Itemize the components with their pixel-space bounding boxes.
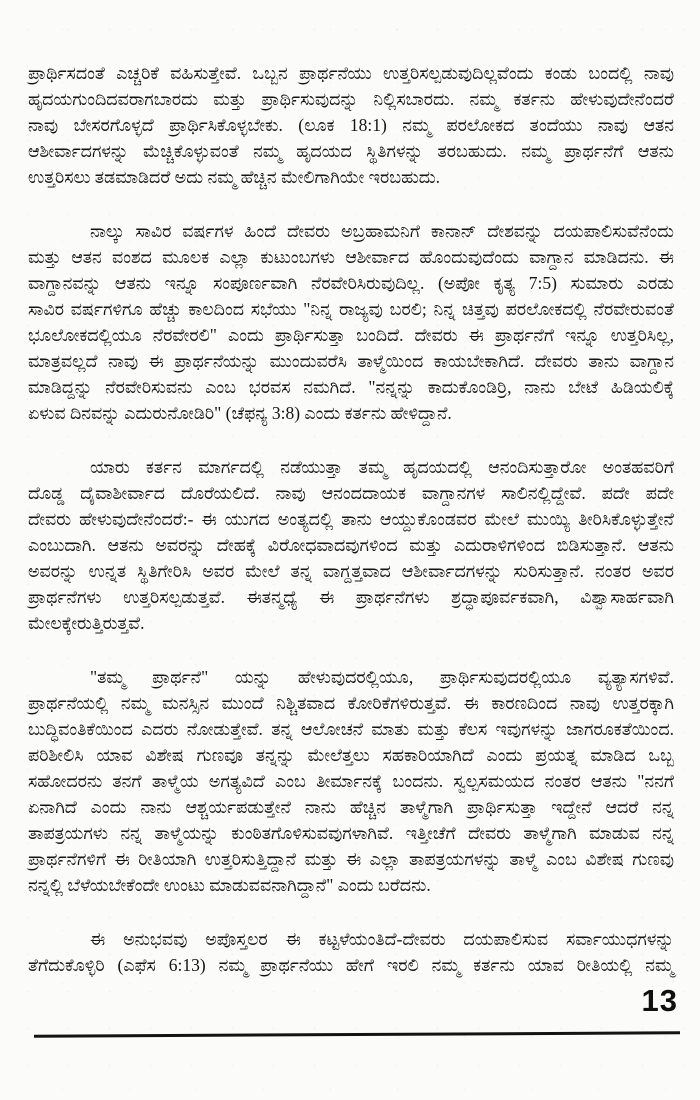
text-line: ಮಾಡಿದ್ದನ್ನು ನೆರವೇರಿಸುವನು ಎಂಬ ಭರವಸ ನಮಗಿದೆ. "ನನ್ನನ್ನು ಕಾದುಕೊಂಡಿರ್ರಿ, ನಾನು ಬೇಟೆ ಹಿಡಿಯಲಿಕ್ಕೆ xyxy=(28,377,674,397)
paragraph xyxy=(28,926,674,978)
text-line: ಮೇಲಕ್ಕೇರುತ್ತಿರುತ್ತವೆ. xyxy=(28,613,145,633)
footer-rule xyxy=(34,1031,680,1037)
text-line: ಬುದ್ಧಿವಂತಿಕೆಯಿಂದ ಎದರು ನೋಡುತ್ತೇವೆ. ತನ್ನ ಆಲೋಚನೆ ಮಾತು ಮತ್ತು ಕೆಲಸ ಇವುಗಳನ್ನು ಜಾಗರೂಕತೆಯಿಂದ. xyxy=(28,719,674,739)
paragraph xyxy=(28,664,674,898)
paragraph xyxy=(28,454,674,636)
page-number: 13 xyxy=(641,983,678,1018)
text-line: ಪ್ರಾರ್ಥನೆಗಳು ಉತ್ತರಿಸಲ್ಪಡುತ್ತವೆ. ಈತನ್ಮಧ್ಯೆ ಈ ಪ್ರಾರ್ಥನೆಗಳು ಶ್ರದ್ಧಾಪೂರ್ವಕವಾಗಿ, ವಿಶ್ವಾಸಾರ್ಹವಾಗಿ xyxy=(28,587,674,607)
text-line: ವಾಗ್ದಾನವನ್ನು ಆತನು ಇನ್ನೂ ಸಂಪೂರ್ಣವಾಗಿ ನೆರವೇರಿಸಿರುವುದಿಲ್ಲ. (ಅಪೋ ಕೃತ್ಯ 7:5) ಸುಮಾರು ಎರಡು xyxy=(28,273,674,293)
text-line: ತೆಗೆದುಕೊಳ್ಳಿರಿ (ಎಫೆಸ 6:13) ನಮ್ಮ ಪ್ರಾರ್ಥನೆಯು ಹೇಗೆ ಇರಲಿ ನಮ್ಮ ಕರ್ತನು ಯಾವ ರೀತಿಯಲ್ಲಿ ನಮ್ಮ xyxy=(28,955,674,975)
text-line: ಏನಾಗಿದೆ ಎಂದು ನಾನು ಆಶ್ಚರ್ಯಪಡುತ್ತೇನೆ ನಾನು ಹೆಚ್ಚಿನ ತಾಳ್ಮೆಗಾಗಿ ಪ್ರಾರ್ಥಿಸುತ್ತಾ ಇದ್ದೇನೆ ಆದರೆ ನನ್ನ xyxy=(28,797,674,817)
text-line: ಉತ್ತರಿಸಲು ತಡಮಾಡಿದರೆ ಅದು ನಮ್ಮ ಹೆಚ್ಚಿನ ಮೇಲಿಗಾಗಿಯೇ ಇರಬಹುದು. xyxy=(28,167,441,187)
body-text xyxy=(28,60,674,978)
text-line: ಈ ಅನುಭವವು ಅಪೊಸ್ತಲರ ಈ ಕಟ್ಟಳೆಯಂತಿದೆ-ದೇವರು ದಯಪಾಲಿಸುವ ಸರ್ವಾಯುಧಗಳನ್ನು xyxy=(90,929,674,949)
text-line: ಆಶೀರ್ವಾದಗಳನ್ನು ಮೆಚ್ಚಿಕೊಳ್ಳುವಂತೆ ನಮ್ಮ ಹೃದಯದ ಸ್ಥಿತಿಗಳನ್ನು ತರಬಹುದು. ನಮ್ಮ ಪ್ರಾರ್ಥನೆಗೆ ಆತನು xyxy=(28,141,674,161)
text-line: ಪ್ರಾರ್ಥನೆಯಲ್ಲಿ ನಮ್ಮ ಮನಸ್ಸಿನ ಮುಂದೆ ನಿಶ್ಚಿತವಾದ ಕೋರಿಕೆಗಳಿರುತ್ತವೆ. ಈ ಕಾರಣದಿಂದ ನಾವು ಉತ್ತರಕ್ಕಾಗಿ xyxy=(28,693,674,713)
text-line: ಯಾರು ಕರ್ತನ ಮಾರ್ಗದಲ್ಲಿ ನಡೆಯುತ್ತಾ ತಮ್ಮ ಹೃದಯದಲ್ಲಿ ಆನಂದಿಸುತ್ತಾರೋ ಅಂತಹವರಿಗೆ xyxy=(90,457,674,477)
text-line: ಮಾತ್ರವಲ್ಲದೆ ನಾವು ಈ ಪ್ರಾರ್ಥನೆಯನ್ನು ಮುಂದುವರೆಸಿ ತಾಳ್ಮೆಯಿಂದ ಕಾಯಬೇಕಾಗಿದೆ. ದೇವರು ತಾನು ವಾಗ್ದಾನ xyxy=(28,351,674,371)
text-line: ನಾಲ್ಕು ಸಾವಿರ ವರ್ಷಗಳ ಹಿಂದೆ ದೇವರು ಅಬ್ರಹಾಮನಿಗೆ ಕಾನಾನ್ ದೇಶವನ್ನು ದಯಪಾಲಿಸುವೆನೆಂದು xyxy=(90,221,674,241)
text-line: ಮತ್ತು ಆತನ ವಂಶದ ಮೂಲಕ ಎಲ್ಲಾ ಕುಟುಂಬಗಳು ಆಶೀರ್ವಾದ ಹೊಂದುವುದೆಂದು ವಾಗ್ದಾನ ಮಾಡಿದನು. ಈ xyxy=(28,247,674,267)
text-line: ಸಹೋದರನು ತನಗೆ ತಾಳ್ಮೆಯ ಅಗತ್ಯವಿದೆ ಎಂಬ ತೀರ್ಮಾನಕ್ಕೆ ಬಂದನು. ಸ್ವಲ್ಪಸಮಯದ ನಂತರ ಆತನು "ನನಗೆ xyxy=(28,771,674,791)
text-line: ಭೂಲೋಕದಲ್ಲಿಯೂ ನೆರವೇರಲಿ" ಎಂದು ಪ್ರಾರ್ಥಿಸುತ್ತಾ ಬಂದಿದೆ. ದೇವರು ಈ ಪ್ರಾರ್ಥನೆಗೆ ಇನ್ನೂ ಉತ್ತರಿಸಿಲ್ಲ, xyxy=(28,325,674,345)
text-line: ಪ್ರಾರ್ಥನೆಗಳಿಗೆ ಈ ರೀತಿಯಾಗಿ ಉತ್ತರಿಸುತ್ತಿದ್ದಾನೆ ಮತ್ತು ಈ ಎಲ್ಲಾ ತಾಪತ್ರಯಗಳನ್ನು ತಾಳ್ಮೆ ಎಂಬ ವಿಶೇಷ ಗುಣವು xyxy=(28,849,674,869)
text-line: ಸಾವಿರ ವರ್ಷಗಳಿಗೂ ಹೆಚ್ಚು ಕಾಲದಿಂದ ಸಭೆಯು "ನಿನ್ನ ರಾಜ್ಯವು ಬರಲಿ; ನಿನ್ನ ಚಿತ್ತವು ಪರಲೋಕದಲ್ಲಿ ನೆರವೇರುವಂತೆ xyxy=(28,299,674,319)
text-line: ಅವರನ್ನು ಉನ್ನತ ಸ್ಥಿತಿಗೇರಿಸಿ ಅವರ ಮೇಲೆ ತನ್ನ ವಾಗ್ದತ್ತವಾದ ಆಶೀರ್ವಾದಗಳನ್ನು ಸುರಿಸುತ್ತಾನೆ. ನಂತರ ಅವರ xyxy=(28,561,674,581)
paragraph xyxy=(28,218,674,426)
text-line: ಪರಿಶೀಲಿಸಿ ಯಾವ ವಿಶೇಷ ಗುಣವೂ ತನ್ನನ್ನು ಮೇಲೆತ್ತಲು ಸಹಕಾರಿಯಾಗಿದೆ ಎಂದು ಪ್ರಯತ್ನ ಮಾಡಿದ ಒಬ್ಬ xyxy=(28,745,674,765)
text-line: ಎಂಬುದಾಗಿ. ಆತನು ಅವರನ್ನು ದೇಹಕ್ಕೆ ವಿರೋಧವಾದವುಗಳಿಂದ ಮತ್ತು ಎದುರಾಳಿಗಳಿಂದ ಬಿಡಿಸುತ್ತಾನೆ. ಆತನು xyxy=(28,535,674,555)
text-line: ತಾಪತ್ರಯಗಳು ನನ್ನ ತಾಳ್ಮೆಯನ್ನು ಕುಂಠಿತಗೊಳಿಸುವವುಗಳಾಗಿವೆ. ಇತ್ತೀಚೆಗೆ ದೇವರು ತಾಳ್ಮೆಗಾಗಿ ಮಾಡುವ ನನ್ನ xyxy=(28,823,674,843)
text-line: ಪ್ರಾರ್ಥಿಸದಂತೆ ಎಚ್ಚರಿಕೆ ವಹಿಸುತ್ತೇವೆ. ಒಬ್ಬನ ಪ್ರಾರ್ಥನೆಯು ಉತ್ತರಿಸಲ್ಪಡುವುದಿಲ್ಲವೆಂದು ಕಂಡು ಬಂದಲ್ಲಿ ನಾವು xyxy=(28,63,674,83)
text-line: ನನ್ನಲ್ಲಿ ಬೆಳೆಯಬೇಕೆಂದೇ ಉಂಟು ಮಾಡುವವನಾಗಿದ್ದಾನೆ" ಎಂದು ಬರೆದನು. xyxy=(28,875,431,895)
text-line: ನಾವು ಬೇಸರಗೊಳ್ಳದೆ ಪ್ರಾರ್ಥಿಸಿಕೊಳ್ಳಬೇಕು. (ಲೂಕ 18:1) ನಮ್ಮ ಪರಲೋಕದ ತಂದೆಯು ನಾವು ಆತನ xyxy=(28,115,674,135)
paragraph xyxy=(28,60,674,190)
text-line: ಹೃದಯಗುಂದಿದವರಾಗಬಾರದು ಮತ್ತು ಪ್ರಾರ್ಥಿಸುವುದನ್ನು ನಿಲ್ಲಿಸಬಾರದು. ನಮ್ಮ ಕರ್ತನು ಹೇಳುವುದೇನೆಂದರೆ xyxy=(28,89,674,109)
text-line: ಏಳುವ ದಿನವನ್ನು ಎದುರುನೋಡಿರಿ" (ಚೆಫನ್ಯ 3:8) ಎಂದು ಕರ್ತನು ಹೇಳಿದ್ದಾನೆ. xyxy=(28,403,452,423)
text-line: ದೊಡ್ಡ ದೈವಾಶೀರ್ವಾದ ದೊರೆಯಲಿದೆ. ನಾವು ಆನಂದದಾಯಕ ವಾಗ್ದಾನಗಳ ಸಾಲಿನಲ್ಲಿದ್ದೇವೆ. ಪದೇ ಪದೇ xyxy=(28,483,674,503)
text-line: ದೇವರು ಹೇಳುವುದೇನೆಂದರೆ:- ಈ ಯುಗದ ಅಂತ್ಯದಲ್ಲಿ ತಾನು ಆಯ್ದುಕೊಂಡವರ ಮೇಲೆ ಮುಯ್ಯಿ ತೀರಿಸಿಕೊಳ್ಳುತ್ತೇನೆ xyxy=(28,509,674,529)
text-line: "ತಮ್ಮ ಪ್ರಾರ್ಥನೆ" ಯನ್ನು ಹೇಳುವುದರಲ್ಲಿಯೂ, ಪ್ರಾರ್ಥಿಸುವುದರಲ್ಲಿಯೂ ವ್ಯತ್ಯಾಸಗಳಿವೆ. xyxy=(90,667,674,687)
